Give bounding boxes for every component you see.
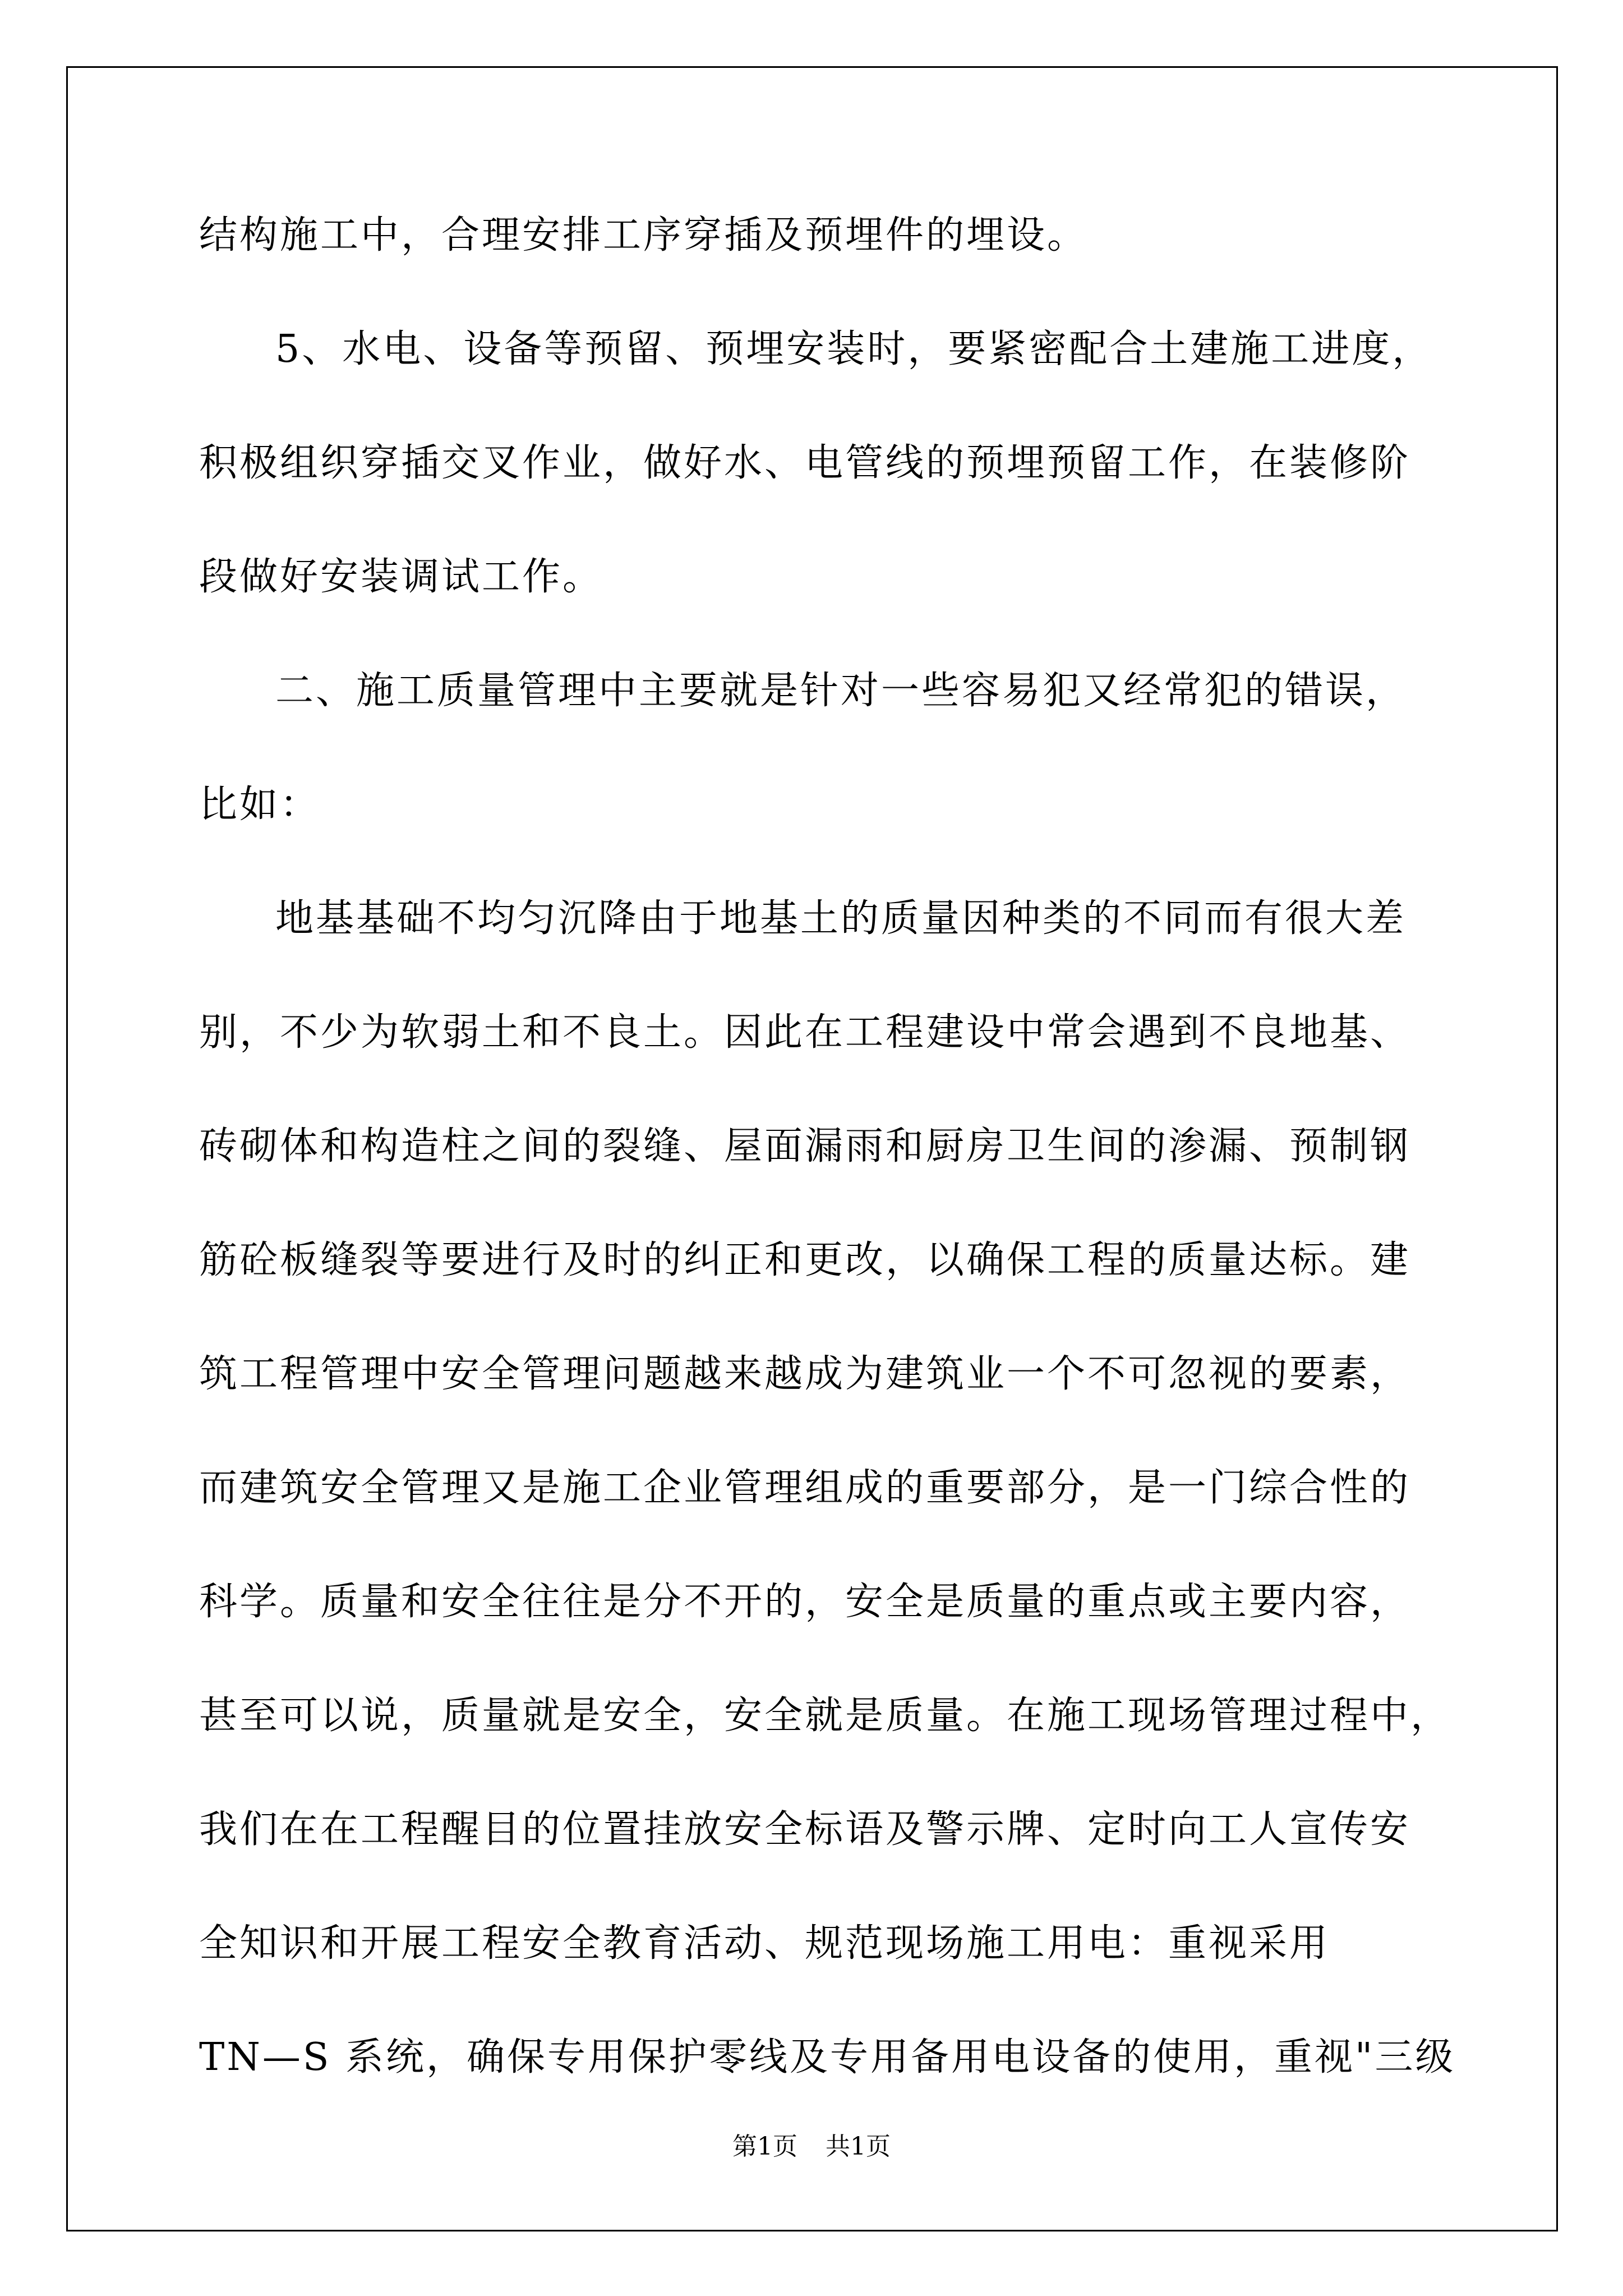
text-line: 5、水电、设备等预留、预埋安装时，要紧密配合土建施工进度，	[275, 327, 1433, 371]
text-line: 二、施工质量管理中主要就是针对一些容易犯又经常犯的错误，	[275, 669, 1407, 713]
text-line: 而建筑安全管理又是施工企业管理组成的重要部分，是一门综合性的	[199, 1466, 1411, 1510]
text-line: 积极组织穿插交叉作业，做好水、电管线的预埋预留工作，在装修阶	[199, 441, 1411, 485]
text-line: 我们在在工程醒目的位置挂放安全标语及警示牌、定时向工人宣传安	[199, 1807, 1411, 1852]
text-line: 甚至可以说，质量就是安全，安全就是质量。在施工现场管理过程中，	[199, 1694, 1451, 1738]
text-line: TN—S 系统，确保专用保护零线及专用备用电设备的使用，重视"三级	[199, 2035, 1456, 2079]
text-line: 结构施工中，合理安排工序穿插及预埋件的埋设。	[199, 213, 1088, 257]
page-number-total: 共1页	[826, 2132, 891, 2161]
text-line: 地基基础不均匀沉降由于地基土的质量因种类的不同而有很大差	[275, 896, 1407, 941]
text-line: 比如：	[199, 783, 321, 827]
text-line: 砖砌体和构造柱之间的裂缝、屋面漏雨和厨房卫生间的渗漏、预制钢	[199, 1124, 1411, 1168]
page-footer	[0, 2126, 1623, 2162]
text-line: 筋砼板缝裂等要进行及时的纠正和更改，以确保工程的质量达标。建	[199, 1238, 1411, 1282]
text-line: 别，不少为软弱土和不良土。因此在工程建设中常会遇到不良地基、	[199, 1010, 1411, 1055]
text-line: 科学。质量和安全往往是分不开的，安全是质量的重点或主要内容，	[199, 1580, 1411, 1624]
page-number-current: 第1页	[732, 2132, 797, 2161]
text-line: 筑工程管理中安全管理问题越来越成为建筑业一个不可忽视的要素，	[199, 1352, 1411, 1396]
text-line: 全知识和开展工程安全教育活动、规范现场施工用电：重视采用	[199, 1921, 1330, 1966]
text-line: 段做好安装调试工作。	[199, 555, 603, 599]
